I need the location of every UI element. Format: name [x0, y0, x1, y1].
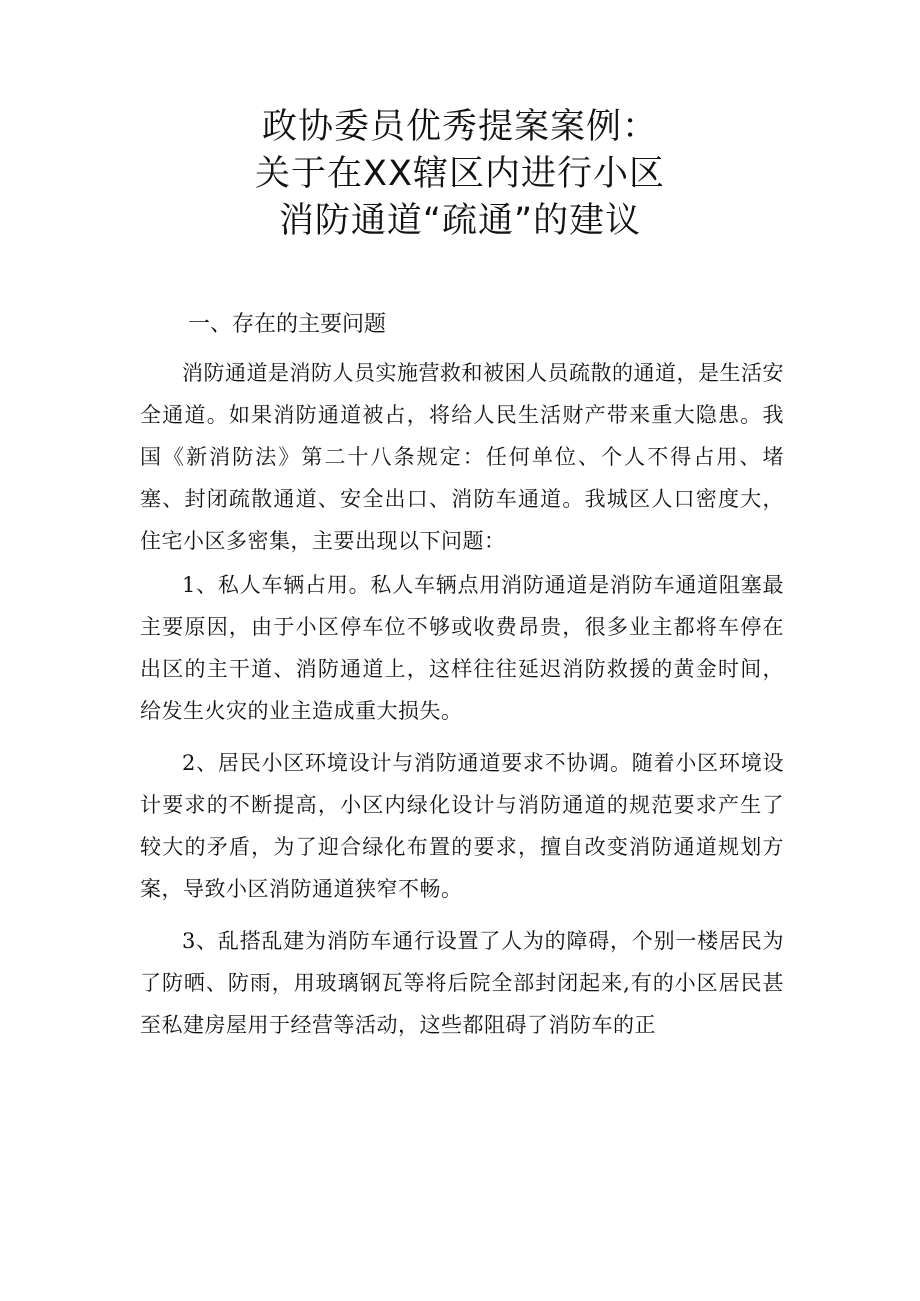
- section-heading: 一、存在的主要问题: [188, 312, 387, 337]
- paragraph-issue-2: 2、居民小区环境设计与消防通道要求不协调。随着小区环境设计要求的不断提高，小区内绿化设计与消防通道的规范要求产生了较大的矛盾，为了迎合绿化布置的要求，擅自改变消防通道规划方案，导致小区消防通道狭窄不畅。: [140, 751, 784, 901]
- paragraph-intro: 消防通道是消防人员实施营救和被困人员疏散的通道，是生活安全通道。如果消防通道被占，将给人民生活财产带来重大隐患。我国《新消防法》第二十八条规定：任何单位、个人不得占用、堵塞、封闭疏散通道、安全出口、消防车通道。我城区人口密度大，住宅小区多密集，主要出现以下问题：: [140, 361, 784, 553]
- paragraph-issue-3: 3、乱搭乱建为消防车通行设置了人为的障碍，个别一楼居民为了防晒、防雨，用玻璃钢瓦等将后院全部封闭起来,有的小区居民甚至私建房屋用于经营等活动，这些都阻碍了消防车的正: [140, 929, 784, 1037]
- document-title: [0, 104, 920, 245]
- title-line-3: 消防通道“疏通”的建议: [278, 201, 642, 241]
- title-line-1: 政协委员优秀提案案例：: [261, 107, 658, 147]
- title-line-2: 关于在XX辖区内进行小区: [255, 154, 665, 194]
- document-body: [140, 352, 784, 1046]
- paragraph-issue-1: 1、私人车辆占用。私人车辆点用消防通道是消防车通道阻塞最主要原因，由于小区停车位不够或收费昂贵，很多业主都将车停在出区的主干道、消防通道上，这样往往延迟消防救援的黄金时间，给发生火灾的业主造成重大损失。: [140, 573, 784, 723]
